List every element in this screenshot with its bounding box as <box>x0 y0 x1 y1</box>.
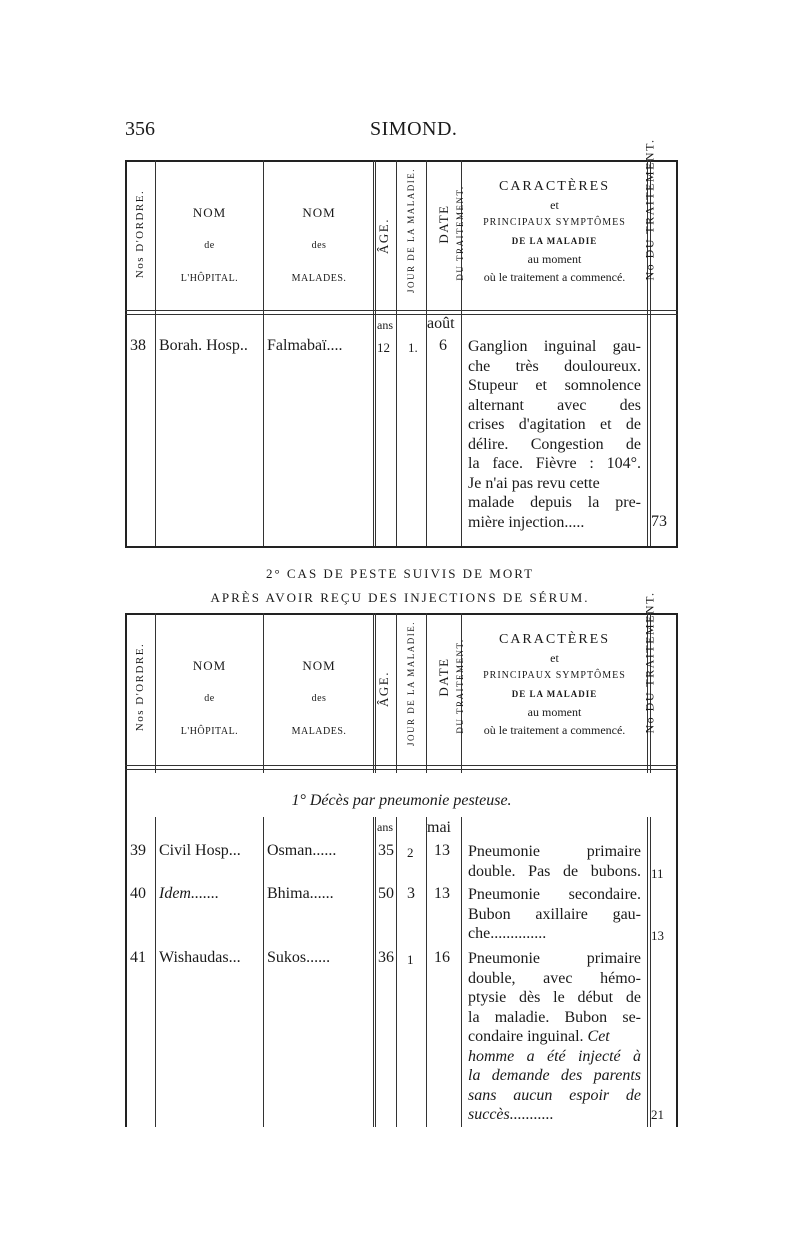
header-du-traitement: DU TRAITEMENT. <box>455 185 465 281</box>
header-date: DATE <box>436 657 451 697</box>
header-du-traitement: DU TRAITEMENT. <box>455 638 465 734</box>
header-nom-malades: NOM des MALADES. <box>291 205 347 284</box>
header-jour-maladie: JOUR DE LA MALADIE. <box>406 168 416 293</box>
unit-ans: ans <box>377 820 393 834</box>
table-2: Nos D'ORDRE. NOM de L'HÔPITAL. NOM des MALADES. ÂGE. JOUR DE LA MALADIE. DATE DU TRAITEMENT. CARACTÈRES et PRINCIPAUX SYMPTÔMES DE LA MALADIE au moment où le traitement a commencé. No DU TRAITEMENT. 1° Décès par pneumonie pesteuse. ans mai 39 Civil Hosp... Osman...... 35 2 13 Pneumonie primaire double. Pas de bubons. 11 40 Idem....... Bhima...... 50 3 13 Pneumonie secondaire. Bubon axillaire gau- che.............. 13 41 Wishaudas... Sukos...... 36 1 16 Pneumonie primaire double, avec hémo- ptysie dès le début de la maladie. Bubon se- condaire inguinal. Cet homme a été injecté à la demande des parents sans aucun espoir de succès........... 21 <box>125 613 678 1127</box>
header-age: ÂGE. <box>376 671 391 707</box>
table-1: Nos D'ORDRE. NOM de L'HÔPITAL. NOM des MALADES. ÂGE. JOUR DE LA MALADIE. DATE DU TRAITEMENT. CARACTÈRES et PRINCIPAUX SYMPTÔMES DE LA MALADIE au moment où le traitement a commencé. No DU TRAITEMENT. ans août 38 Borah. Hosp.. Falmabaï.... 12 1. 6 Ganglion inguinal gau- che très douloureux. Stupeur et somnolence alternant avec des crises d'agitation et de délire. Congestion de la face. Fièvre : 104°. Je n'ai pas revu cette malade depuis la pre- mière injection..... 73 <box>125 160 678 548</box>
header-jour-maladie: JOUR DE LA MALADIE. <box>406 621 416 746</box>
description: Pneumonie primaire double, avec hémo- ptysie dès le début de la maladie. Bubon se- condaire inguinal. Cet homme a été injecté à la demande des parents sans aucun espoir de succès........... <box>468 950 641 1123</box>
header-num-traitement: No DU TRAITEMENT. <box>642 591 657 734</box>
header-nom-hopital: NOM de L'HÔPITAL. <box>180 205 239 284</box>
description: Ganglion inguinal gau- che très douloureux. Stupeur et somnolence alternant avec des crises d'agitation et de délire. Congestion de la face. Fièvre : 104°. Je n'ai pas revu cette malade depuis la pre- mière injection..... <box>468 338 641 531</box>
header-num-ordre: Nos D'ORDRE. <box>134 642 146 732</box>
unit-mai: mai <box>427 819 451 836</box>
unit-ans: ans <box>377 318 393 332</box>
description: Pneumonie primaire double. Pas de bubons. <box>468 843 641 880</box>
running-title: SIMOND. <box>370 118 458 140</box>
subtitle: 1° Décès par pneumonie pesteuse. <box>291 792 512 809</box>
header-num-ordre: Nos D'ORDRE. <box>134 189 146 279</box>
header-nom-hopital: NOM de L'HÔPITAL. <box>180 658 239 737</box>
page-number: 356 <box>125 118 155 140</box>
header-caracteres: CARACTÈRES et PRINCIPAUX SYMPTÔMES DE LA MALADIE au moment où le traitement a commencé. <box>483 179 626 284</box>
header-nom-malades: NOM des MALADES. <box>291 658 347 737</box>
header-caracteres: CARACTÈRES et PRINCIPAUX SYMPTÔMES DE LA MALADIE au moment où le traitement a commencé. <box>483 632 626 737</box>
header-age: ÂGE. <box>376 218 391 254</box>
header-num-traitement: No DU TRAITEMENT. <box>642 138 657 281</box>
description: Pneumonie secondaire. Bubon axillaire gau- che.............. <box>468 886 641 942</box>
unit-aout: août <box>427 315 455 332</box>
header-date: DATE <box>436 204 451 244</box>
section-title-line1: 2° CAS DE PESTE SUIVIS DE MORT <box>265 566 535 581</box>
section-title-line2: APRÈS AVOIR REÇU DES INJECTIONS DE SÉRUM. <box>210 590 590 605</box>
